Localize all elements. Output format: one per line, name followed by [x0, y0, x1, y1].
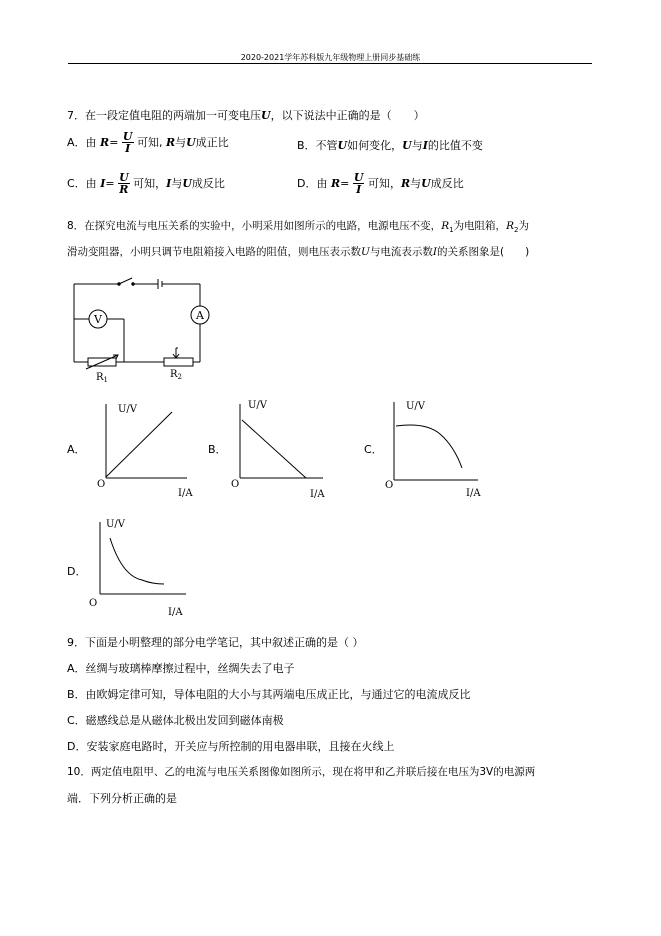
q8-graph-c	[380, 396, 490, 502]
q7-a-num: U	[122, 130, 133, 143]
q7-a-lhs: R	[100, 136, 110, 149]
q7-b-v3: I	[422, 139, 428, 152]
q7-d-eq: =	[340, 177, 350, 190]
voltmeter-label: V	[94, 313, 102, 326]
q7-c-letter: C．由	[67, 177, 97, 190]
q8-line1	[67, 219, 529, 238]
q7-d-v1: R	[400, 177, 411, 190]
rheostat-r2-icon	[164, 358, 193, 366]
q7-option-d	[297, 172, 464, 195]
q7-c-eq: =	[105, 177, 115, 190]
q7-c-v2: U	[182, 177, 192, 190]
r2-label-sub: 2	[177, 373, 182, 381]
graph-b-ylabel: U/V	[248, 400, 268, 411]
q8-line1-c: 为	[518, 220, 529, 232]
q8-graph-d-letter: D．	[67, 565, 87, 578]
r2-label	[170, 369, 182, 381]
q7-stem-tail: ，以下说法中正确的是（ ）	[270, 109, 425, 122]
q7-stem-text: 7．在一段定值电阻的两端加一可变电压	[67, 109, 261, 122]
q10-line1: 10．两定值电阻甲、乙的电流与电压关系图像如图所示，现在将甲和乙并联后接在电压为3V的电源两	[67, 766, 536, 778]
q7-d-with: 与	[410, 177, 422, 190]
q7-c-v1: I	[166, 177, 172, 190]
graph-d-xlabel: I/A	[168, 607, 183, 618]
q8-line2-c: 的关系图象是( )	[437, 246, 530, 258]
q7-a-v2: U	[186, 136, 196, 149]
q8-graph-b-letter: B．	[208, 443, 227, 456]
q7-c-mid: 可知，	[133, 177, 167, 190]
q7-b-tail: 的比值不变	[427, 139, 483, 152]
q7-d-num: U	[353, 171, 364, 184]
q7-b-v1: U	[337, 139, 348, 152]
r1-label	[96, 372, 108, 382]
graph-d-curve	[110, 538, 164, 584]
q7-b-v2: U	[402, 139, 412, 152]
q7-b-mid: 如何变化，	[347, 139, 403, 152]
q7-b-with: 与	[411, 139, 423, 152]
graph-a-xlabel: I/A	[178, 488, 193, 499]
graph-d-origin: O	[89, 598, 98, 609]
q7-c-with: 与	[171, 177, 183, 190]
q8-line2-u: U	[361, 246, 370, 258]
graph-d-ylabel: U/V	[106, 519, 126, 530]
graph-c-curve	[396, 425, 462, 468]
q7-d-v2: U	[421, 177, 431, 190]
q7-d-den: I	[356, 183, 362, 196]
graph-c-origin: O	[385, 480, 394, 491]
q8-graph-a-letter: A．	[67, 443, 86, 456]
q7-a-v1: R	[166, 136, 176, 149]
graph-c-ylabel: U/V	[406, 401, 426, 412]
q7-a-tail: 成正比	[195, 136, 229, 149]
q7-stem-var: U	[261, 109, 271, 122]
q9-option-a: A．丝绸与玻璃棒摩擦过程中，丝绸失去了电子	[67, 662, 295, 675]
q9-option-c: C．磁感线总是从磁体北极出发回到磁体南极	[67, 714, 284, 727]
q7-d-tail: 成反比	[430, 177, 464, 190]
ammeter-label: A	[196, 309, 204, 322]
q7-a-fraction	[122, 131, 134, 154]
graph-b-origin: O	[231, 479, 240, 490]
q7-a-mid: 可知,	[137, 136, 166, 149]
circuit-diagram	[66, 274, 216, 382]
q7-a-eq: =	[109, 136, 119, 149]
q7-option-b	[297, 138, 483, 153]
q7-d-fraction	[353, 172, 365, 195]
graph-b-xlabel: I/A	[310, 489, 325, 500]
q8-line2-a: 滑动变阻器，小明只调节电阻箱接入电路的阻值，则电压表示数	[67, 246, 361, 258]
q8-r2-sub: 2	[513, 226, 519, 235]
q7-a-den: I	[125, 142, 131, 155]
graph-b-curve	[242, 420, 306, 478]
q7-c-den: R	[119, 183, 129, 196]
q8-r1-sub: 1	[449, 226, 454, 235]
q8-graph-a	[92, 396, 202, 502]
q7-c-num: U	[119, 171, 129, 184]
q8-graph-c-letter: C．	[364, 443, 383, 456]
q8-r1: R	[441, 220, 450, 232]
graph-a-curve	[106, 412, 172, 477]
q7-option-a	[67, 131, 229, 154]
r2-label-main: R	[170, 369, 178, 380]
q9-option-b: B．由欧姆定律可知，导体电阻的大小与其两端电压成正比，与通过它的电流成反比	[67, 688, 471, 701]
r1-variable-arrow	[86, 355, 118, 369]
r1-label-main: R	[96, 372, 104, 382]
q7-d-letter: D．由	[297, 177, 328, 190]
q7-option-c	[67, 172, 225, 195]
header-rule	[68, 63, 592, 64]
q9-option-d: D．安装家庭电路时，开关应与所控制的用电器串联，且接在火线上	[67, 740, 395, 753]
page-header: 2020-2021学年苏科版九年级物理上册同步基础练	[240, 53, 421, 62]
q7-stem	[67, 108, 425, 123]
q8-r2: R	[506, 220, 514, 232]
q7-c-lhs: I	[100, 177, 106, 190]
q8-graph-b	[226, 396, 336, 502]
q9-stem: 9．下面是小明整理的部分电学笔记，其中叙述正确的是（ ）	[67, 636, 364, 649]
switch-blade-icon	[119, 278, 132, 284]
q7-a-letter: A．由	[67, 136, 97, 149]
graph-c-xlabel: I/A	[466, 488, 481, 499]
q10-line2: 端．下列分析正确的是	[67, 792, 177, 805]
q7-c-fraction	[118, 172, 130, 195]
q7-b-pre: B．不管	[297, 139, 338, 152]
q8-graph-d	[86, 514, 196, 620]
graph-a-ylabel: U/V	[118, 404, 138, 415]
graph-a-origin: O	[97, 479, 106, 490]
q8-line2-b: 与电流表示数	[369, 246, 433, 258]
q8-line1-b: 为电阻箱，	[453, 220, 507, 232]
r1-label-sub: 1	[103, 376, 108, 382]
q7-d-mid: 可知，	[367, 177, 401, 190]
q7-c-tail: 成反比	[191, 177, 225, 190]
q8-line2-i: I	[432, 246, 438, 258]
q7-d-lhs: R	[330, 177, 341, 190]
q8-line1-a: 8．在探究电流与电压关系的实验中，小明采用如图所示的电路，电源电压不变，	[67, 220, 442, 232]
q8-line2	[67, 245, 529, 260]
q7-a-with: 与	[175, 136, 187, 149]
